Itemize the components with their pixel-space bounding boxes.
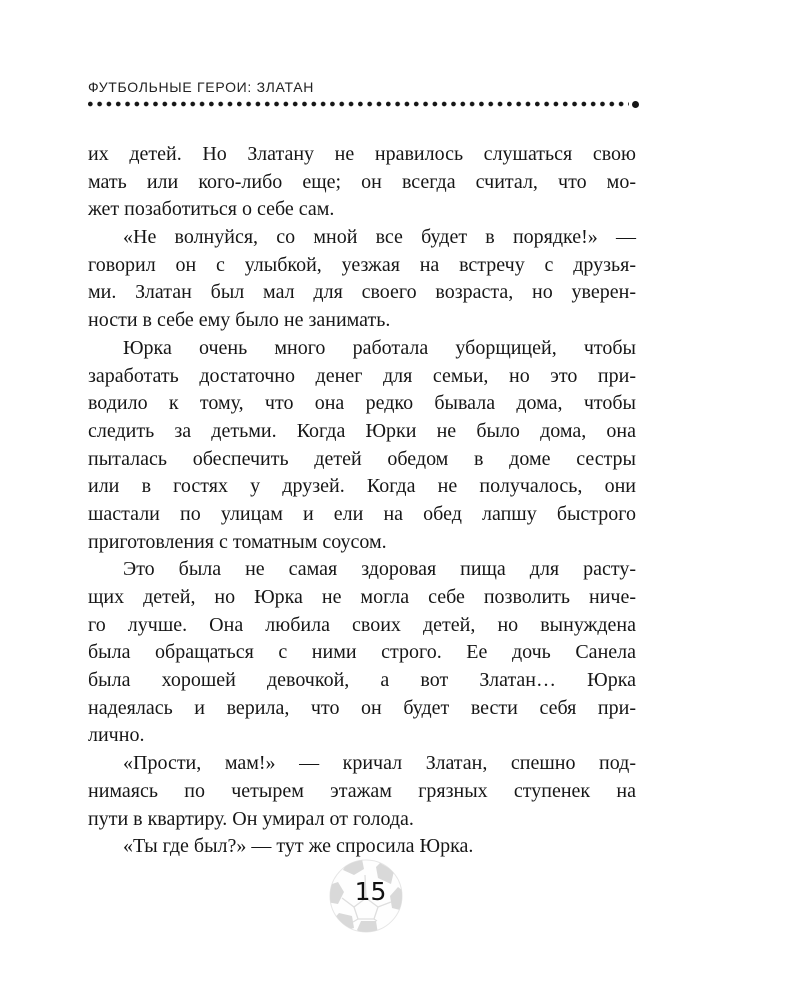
text-line: или в гостях у друзей. Когда не получалось, они: [88, 475, 636, 498]
text-line: «Не волнуйся, со мной все будет в порядке!» —: [123, 226, 636, 249]
text-line: лично.: [88, 724, 145, 747]
body-text: [88, 141, 636, 861]
text-line: жет позаботиться о себе сам.: [88, 198, 335, 221]
text-line: их детей. Но Златану не нравилось слушаться свою: [88, 143, 636, 165]
text-line: «Ты где был?» — тут же спросила Юрка.: [123, 835, 474, 858]
text-line: ности в себе ему было не занимать.: [88, 309, 391, 332]
text-line: говорил он с улыбкой, уезжая на встречу с друзья-: [88, 253, 636, 276]
text-line: шастали по улицам и ели на обед лапшу быстрого: [88, 502, 636, 525]
text-line: мать или кого-либо еще; он всегда считал, что мо-: [88, 170, 636, 193]
text-line: нимаясь по четырем этажам грязных ступенек на: [88, 779, 636, 802]
text-line: надеялась и верила, что он будет вести себя при-: [88, 696, 636, 719]
text-line: ми. Златан был мал для своего возраста, но уверен-: [88, 281, 636, 304]
text-line: «Прости, мам!» — кричал Златан, спешно под-: [123, 752, 636, 775]
page-number: 15: [354, 877, 387, 906]
text-line: пути в квартиру. Он умирал от голода.: [88, 807, 414, 830]
dotted-divider: [88, 100, 629, 108]
text-line: щих детей, но Юрка не могла себе позволить ниче-: [88, 586, 636, 608]
text-line: пыталась обеспечить детей обедом в доме сестры: [88, 447, 636, 470]
page-number-block: [328, 858, 404, 934]
text-line: Это была не самая здоровая пища для расту-: [123, 558, 636, 581]
text-line: приготовления с томатным соусом.: [88, 530, 387, 553]
text-line: го лучше. Она любила своих детей, но вынуждена: [88, 613, 636, 636]
text-line: была хорошей девочкой, а вот Златан… Юрка: [88, 669, 636, 692]
text-line: водило к тому, что она редко бывала дома, чтобы: [88, 392, 636, 415]
text-line: Юрка очень много работала уборщицей, чтобы: [123, 336, 636, 359]
text-line: следить за детьми. Когда Юрки не было дома, она: [88, 419, 636, 442]
running-header: ФУТБОЛЬНЫЕ ГЕРОИ: ЗЛАТАН: [88, 79, 315, 95]
text-line: заработать достаточно денег для семьи, но это при-: [88, 364, 636, 387]
text-line: была обращаться с ними строго. Ее дочь Санела: [88, 641, 636, 664]
